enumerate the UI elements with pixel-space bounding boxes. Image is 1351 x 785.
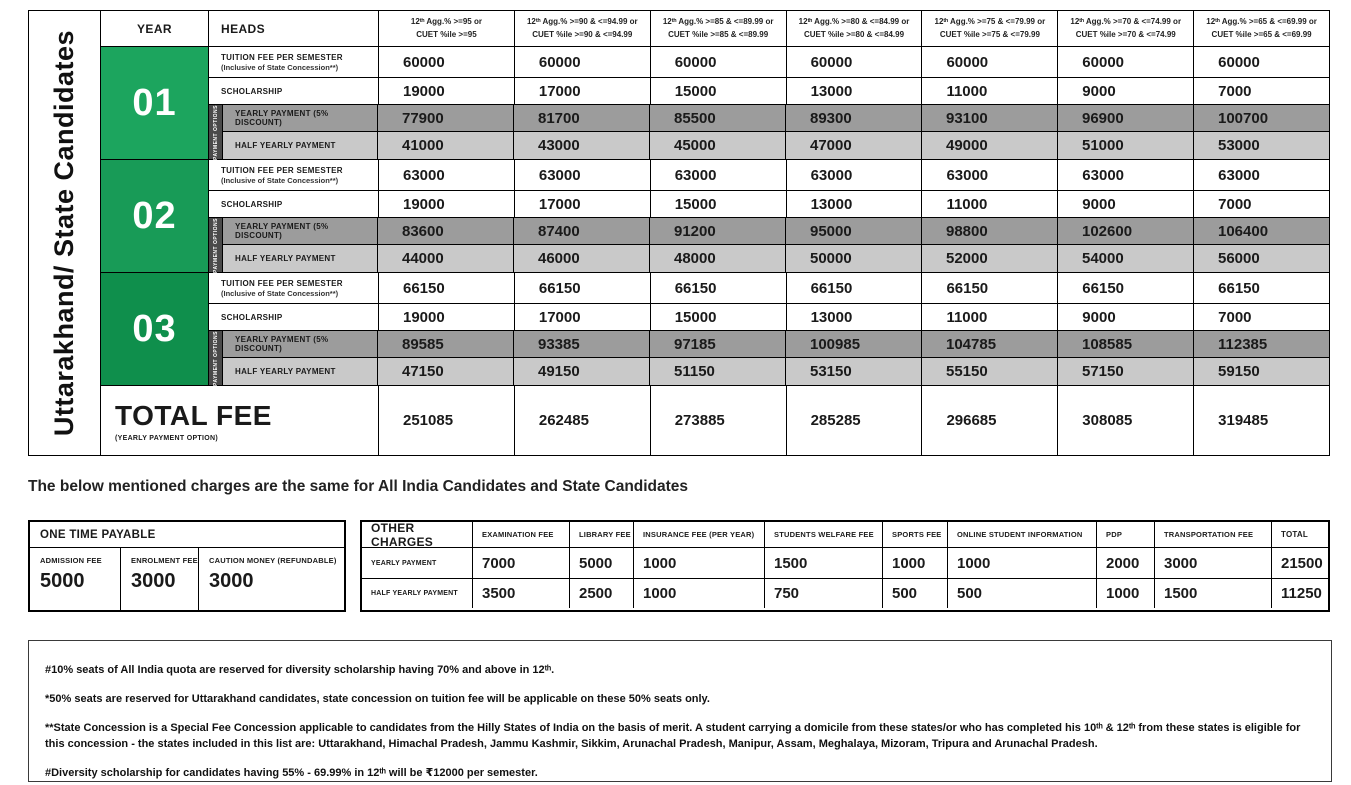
fee-cell: 7000 — [1193, 78, 1329, 104]
fee-cell: 60000 — [650, 47, 786, 77]
yearly-payment-label — [223, 218, 377, 244]
tuition-label-line2: (Inclusive of State Concession**) — [221, 62, 339, 72]
scholarship-label — [209, 191, 378, 217]
oc-cell: 3500 — [472, 579, 569, 608]
fee-table — [28, 10, 1330, 456]
fee-cell: 95000 — [785, 218, 921, 244]
footnote: *50% seats are reserved for Uttarakhand candidates, state concession on tuition fee will be applicable on these 50% seats only. — [45, 692, 710, 705]
fee-cell: 11000 — [921, 304, 1057, 330]
col-total: TOTAL — [1271, 522, 1328, 547]
tuition-fee-row — [209, 273, 1329, 304]
footnotes-box — [28, 640, 1332, 782]
fee-cell: 15000 — [650, 304, 786, 330]
yearly-payment-label — [223, 331, 377, 357]
half-yearly-payment-label: HALF YEARLY PAYMENT — [235, 254, 336, 263]
other-charges-table — [360, 520, 1330, 612]
oc-cell: 11250 — [1271, 579, 1328, 608]
footnote: **State Concession is a Special Fee Concession applicable to candidates from the Hilly States of India on the basis of merit. A student carrying a domicile from these states/or who has completed his 10ᵗʰ & 12ᵗʰ from these states is eligible for this concession - the states included in this list are: Uttarakhand, Himachal Pradesh, Jammu Kashmir, Sikkim, Arunachal Pradesh, Manipur, Assam, Meghalaya, Mizoram, Tripura and Arunachal Pradesh. — [45, 721, 1301, 750]
total-fee-title: TOTAL FEE — [115, 399, 272, 431]
oc-cell: 1000 — [633, 579, 764, 608]
col-examination-fee: EXAMINATION FEE — [472, 522, 569, 547]
payment-options-strip — [209, 105, 223, 159]
yearly-payment-row — [223, 105, 1329, 132]
total-fee-cell: 285285 — [786, 386, 922, 455]
total-fee-values — [378, 386, 1329, 455]
fee-cell: 93385 — [513, 331, 649, 357]
fee-cell: 7000 — [1193, 191, 1329, 217]
fee-cell: 49150 — [513, 358, 649, 385]
fee-cell: 15000 — [650, 78, 786, 104]
fee-cell: 50000 — [785, 245, 921, 272]
oc-cell: 500 — [882, 579, 947, 608]
fee-cell: 13000 — [786, 78, 922, 104]
tuition-fee-label — [209, 273, 378, 303]
fee-cell: 66150 — [378, 273, 514, 303]
fee-cell: 51000 — [1057, 132, 1193, 159]
tuition-label-line1: TUITION FEE PER SEMESTER — [221, 52, 343, 62]
yearly-payment-row — [223, 331, 1329, 358]
tuition-fee-label — [209, 47, 378, 77]
fee-cell: 13000 — [786, 304, 922, 330]
fee-cell: 9000 — [1057, 304, 1193, 330]
oc-cell: 1500 — [764, 548, 882, 578]
fee-cell: 60000 — [921, 47, 1057, 77]
fee-cell: 63000 — [921, 160, 1057, 190]
enrolment-fee-cell — [120, 548, 198, 610]
oc-cell: 2500 — [569, 579, 633, 608]
other-charges-header-row — [362, 522, 1328, 548]
oc-cell: 7000 — [472, 548, 569, 578]
fee-cell: 45000 — [649, 132, 785, 159]
bracket-line2: CUET %ile >=95 — [416, 29, 477, 39]
fee-cell: 56000 — [1193, 245, 1329, 272]
fee-cell: 48000 — [649, 245, 785, 272]
fee-cell: 44000 — [377, 245, 513, 272]
fee-cell: 89585 — [377, 331, 513, 357]
fee-cell: 63000 — [514, 160, 650, 190]
scholarship-row — [209, 304, 1329, 331]
year-block — [101, 47, 1329, 160]
bracket-line1: 12ᵗʰ Agg.% >=85 & <=89.99 or — [662, 17, 774, 27]
fee-cell: 100985 — [785, 331, 921, 357]
scholarship-label — [209, 304, 378, 330]
footnote: #10% seats of All India quota are reserved for diversity scholarship having 70% and above in 12ᵗʰ. — [45, 664, 555, 676]
half-yearly-payment-row — [223, 245, 1329, 272]
tuition-fee-row — [209, 47, 1329, 78]
year-block — [101, 160, 1329, 273]
fee-cell: 54000 — [1057, 245, 1193, 272]
half-yearly-payment-label: HALF YEARLY PAYMENT — [235, 367, 336, 376]
col-insurance-fee: INSURANCE FEE (PER YEAR) — [633, 522, 764, 547]
fee-cell: 83600 — [377, 218, 513, 244]
footnote: #Diversity scholarship for candidates having 55% - 69.99% in 12ᵗʰ will be ₹12000 per semester. — [45, 766, 538, 779]
one-time-payable-table — [28, 520, 346, 612]
fee-cell: 98800 — [921, 218, 1057, 244]
other-charges-half-yearly-row — [362, 579, 1328, 608]
total-fee-cell: 251085 — [378, 386, 514, 455]
fee-cell: 19000 — [378, 78, 514, 104]
fee-cell: 60000 — [1193, 47, 1329, 77]
total-fee-row — [101, 386, 1329, 455]
total-fee-cell: 319485 — [1193, 386, 1329, 455]
col-library-fee: LIBRARY FEE — [569, 522, 633, 547]
sidebar-category — [29, 11, 101, 455]
fee-cell: 104785 — [921, 331, 1057, 357]
payment-options-strip — [209, 331, 223, 385]
fee-cell: 11000 — [921, 191, 1057, 217]
col-transportation-fee: TRANSPORTATION FEE — [1154, 522, 1271, 547]
half-yearly-payment-label — [223, 245, 377, 272]
other-charges-title: OTHER CHARGES — [371, 522, 434, 547]
fee-cell: 100700 — [1193, 105, 1329, 131]
one-time-payable-body — [30, 548, 344, 610]
payment-options-group — [209, 331, 1329, 385]
total-fee-cell: 273885 — [650, 386, 786, 455]
oc-cell: 750 — [764, 579, 882, 608]
fee-cell: 106400 — [1193, 218, 1329, 244]
one-time-payable-title: ONE TIME PAYABLE — [30, 522, 344, 548]
tuition-fee-row — [209, 160, 1329, 191]
bracket-line2: CUET %ile >=85 & <=89.99 — [668, 29, 769, 39]
oc-cell: 500 — [947, 579, 1096, 608]
admission-fee-value: 5000 — [40, 570, 85, 592]
oc-cell: 21500 — [1271, 548, 1328, 578]
tuition-label-line1: TUITION FEE PER SEMESTER — [221, 165, 343, 175]
col-online-student-information: ONLINE STUDENT INFORMATION — [947, 522, 1096, 547]
fee-cell: 53000 — [1193, 132, 1329, 159]
fee-cell: 63000 — [650, 160, 786, 190]
payment-options-group — [209, 218, 1329, 272]
fee-cell: 66150 — [786, 273, 922, 303]
fee-cell: 47000 — [785, 132, 921, 159]
year-badge: 03 — [101, 273, 209, 385]
scholarship-row — [209, 191, 1329, 218]
fee-cell: 49000 — [921, 132, 1057, 159]
fee-cell: 66150 — [514, 273, 650, 303]
total-fee-subtitle: (YEARLY PAYMENT OPTION) — [115, 434, 218, 442]
fee-cell: 63000 — [1057, 160, 1193, 190]
heads-column-header: HEADS — [221, 21, 266, 36]
fee-cell: 19000 — [378, 304, 514, 330]
fee-cell: 19000 — [378, 191, 514, 217]
fee-cell: 57150 — [1057, 358, 1193, 385]
payment-options-strip-label: PAYMENT OPTIONS — [212, 217, 219, 273]
tuition-label-line1: TUITION FEE PER SEMESTER — [221, 278, 343, 288]
oc-cell: 1000 — [633, 548, 764, 578]
fee-cell: 59150 — [1193, 358, 1329, 385]
total-fee-cell: 296685 — [921, 386, 1057, 455]
scholarship-label: SCHOLARSHIP — [221, 86, 283, 96]
oc-cell: 1000 — [947, 548, 1096, 578]
scholarship-label: SCHOLARSHIP — [221, 199, 283, 209]
fee-cell: 108585 — [1057, 331, 1193, 357]
half-yearly-payment-label: HALF YEARLY PAYMENT — [371, 590, 458, 597]
half-yearly-payment-row — [223, 358, 1329, 385]
fee-cell: 43000 — [513, 132, 649, 159]
other-charges-yearly-row — [362, 548, 1328, 579]
tuition-fee-label — [209, 160, 378, 190]
bracket-line1: 12ᵗʰ Agg.% >=80 & <=84.99 or — [798, 17, 910, 27]
table-header-row — [101, 11, 1329, 47]
yearly-payment-row — [223, 218, 1329, 245]
caution-money-label: CAUTION MONEY (REFUNDABLE) — [209, 556, 337, 565]
year-badge: 01 — [101, 47, 209, 159]
bracket-line2: CUET %ile >=80 & <=84.99 — [803, 29, 905, 39]
payment-options-strip-label: PAYMENT OPTIONS — [212, 330, 219, 386]
bracket-line2: CUET %ile >=75 & <=79.99 — [939, 29, 1040, 39]
fee-cell: 91200 — [649, 218, 785, 244]
col-sports-fee: SPORTS FEE — [882, 522, 947, 547]
enrolment-fee-value: 3000 — [131, 570, 176, 592]
bracket-line1: 12ᵗʰ Agg.% >=90 & <=94.99 or — [526, 17, 638, 27]
payment-options-group — [209, 105, 1329, 159]
payment-options-strip — [209, 218, 223, 272]
fee-cell: 112385 — [1193, 331, 1329, 357]
payment-options-strip-label: PAYMENT OPTIONS — [212, 104, 219, 160]
fee-cell: 63000 — [378, 160, 514, 190]
fee-cell: 66150 — [650, 273, 786, 303]
oc-cell: 1500 — [1154, 579, 1271, 608]
bracket-header-cell — [378, 11, 514, 46]
tuition-label-line2: (Inclusive of State Concession**) — [221, 288, 339, 298]
fee-cell: 97185 — [649, 331, 785, 357]
bracket-header-cell — [1193, 11, 1329, 46]
fee-table-body — [101, 11, 1329, 455]
fee-cell: 41000 — [377, 132, 513, 159]
half-yearly-payment-row — [223, 132, 1329, 159]
fee-cell: 17000 — [514, 191, 650, 217]
fee-cell: 102600 — [1057, 218, 1193, 244]
bracket-header-cell — [921, 11, 1057, 46]
yearly-payment-label: YEARLY PAYMENT (5% DISCOUNT) — [235, 335, 329, 353]
bracket-header-cell — [786, 11, 922, 46]
fee-cell: 85500 — [649, 105, 785, 131]
admission-fee-cell — [30, 548, 120, 610]
admission-fee-label: ADMISSION FEE — [40, 556, 102, 565]
common-charges-note: The below mentioned charges are the same for All India Candidates and State Candidates — [28, 478, 689, 495]
bracket-header-cell — [1057, 11, 1193, 46]
year-column-header: YEAR — [101, 11, 209, 46]
scholarship-label: SCHOLARSHIP — [221, 312, 283, 322]
yearly-payment-label: YEARLY PAYMENT (5% DISCOUNT) — [235, 109, 329, 127]
caution-money-cell — [198, 548, 344, 610]
half-yearly-payment-label: HALF YEARLY PAYMENT — [235, 141, 336, 150]
bracket-line1: 12ᵗʰ Agg.% >=75 & <=79.99 or — [934, 17, 1046, 27]
enrolment-fee-label: ENROLMENT FEE — [131, 556, 198, 565]
fee-cell: 9000 — [1057, 191, 1193, 217]
col-pdp: PDP — [1096, 522, 1154, 547]
scholarship-label — [209, 78, 378, 104]
bracket-header-cell — [514, 11, 650, 46]
scholarship-row — [209, 78, 1329, 105]
fee-cell: 15000 — [650, 191, 786, 217]
bracket-line2: CUET %ile >=65 & <=69.99 — [1211, 29, 1312, 39]
total-fee-cell: 308085 — [1057, 386, 1193, 455]
sidebar-label: Uttarakhand/ State Candidates — [49, 29, 79, 437]
fee-cell: 17000 — [514, 78, 650, 104]
fee-cell: 11000 — [921, 78, 1057, 104]
fee-cell: 87400 — [513, 218, 649, 244]
total-fee-cell: 262485 — [514, 386, 650, 455]
fee-cell: 66150 — [1193, 273, 1329, 303]
fee-cell: 53150 — [785, 358, 921, 385]
fee-cell: 66150 — [1057, 273, 1193, 303]
fee-cell: 46000 — [513, 245, 649, 272]
oc-cell: 2000 — [1096, 548, 1154, 578]
fee-cell: 7000 — [1193, 304, 1329, 330]
bracket-line2: CUET %ile >=70 & <=74.99 — [1075, 29, 1176, 39]
fee-cell: 51150 — [649, 358, 785, 385]
bracket-line1: 12ᵗʰ Agg.% >=70 & <=74.99 or — [1070, 17, 1182, 27]
half-yearly-payment-label — [223, 358, 377, 385]
oc-cell: 3000 — [1154, 548, 1271, 578]
oc-cell: 1000 — [882, 548, 947, 578]
fee-cell: 55150 — [921, 358, 1057, 385]
fee-cell: 63000 — [1193, 160, 1329, 190]
bracket-line1: 12ᵗʰ Agg.% >=95 or — [410, 17, 482, 27]
year-block — [101, 273, 1329, 386]
oc-cell: 5000 — [569, 548, 633, 578]
col-students-welfare-fee: STUDENTS WELFARE FEE — [764, 522, 882, 547]
fee-cell: 60000 — [378, 47, 514, 77]
fee-cell: 17000 — [514, 304, 650, 330]
bracket-line2: CUET %ile >=90 & <=94.99 — [532, 29, 633, 39]
bracket-line1: 12ᵗʰ Agg.% >=65 & <=69.99 or — [1206, 17, 1317, 27]
bracket-header-cell — [650, 11, 786, 46]
fee-cell: 89300 — [785, 105, 921, 131]
yearly-payment-label: YEARLY PAYMENT — [371, 559, 437, 567]
fee-cell: 9000 — [1057, 78, 1193, 104]
year-blocks — [101, 47, 1329, 386]
half-yearly-payment-label — [223, 132, 377, 159]
oc-cell: 1000 — [1096, 579, 1154, 608]
fee-cell: 13000 — [786, 191, 922, 217]
fee-cell: 66150 — [921, 273, 1057, 303]
fee-cell: 93100 — [921, 105, 1057, 131]
fee-cell: 63000 — [786, 160, 922, 190]
fee-cell: 47150 — [377, 358, 513, 385]
tuition-label-line2: (Inclusive of State Concession**) — [221, 175, 339, 185]
fee-cell: 60000 — [786, 47, 922, 77]
caution-money-value: 3000 — [209, 570, 254, 592]
bracket-headers — [378, 11, 1329, 46]
fee-cell: 52000 — [921, 245, 1057, 272]
fee-cell: 60000 — [1057, 47, 1193, 77]
yearly-payment-label — [223, 105, 377, 131]
year-badge: 02 — [101, 160, 209, 272]
fee-cell: 96900 — [1057, 105, 1193, 131]
yearly-payment-label: YEARLY PAYMENT (5% DISCOUNT) — [235, 222, 329, 240]
fee-cell: 77900 — [377, 105, 513, 131]
total-fee-label — [101, 386, 378, 455]
fee-cell: 60000 — [514, 47, 650, 77]
fee-cell: 81700 — [513, 105, 649, 131]
